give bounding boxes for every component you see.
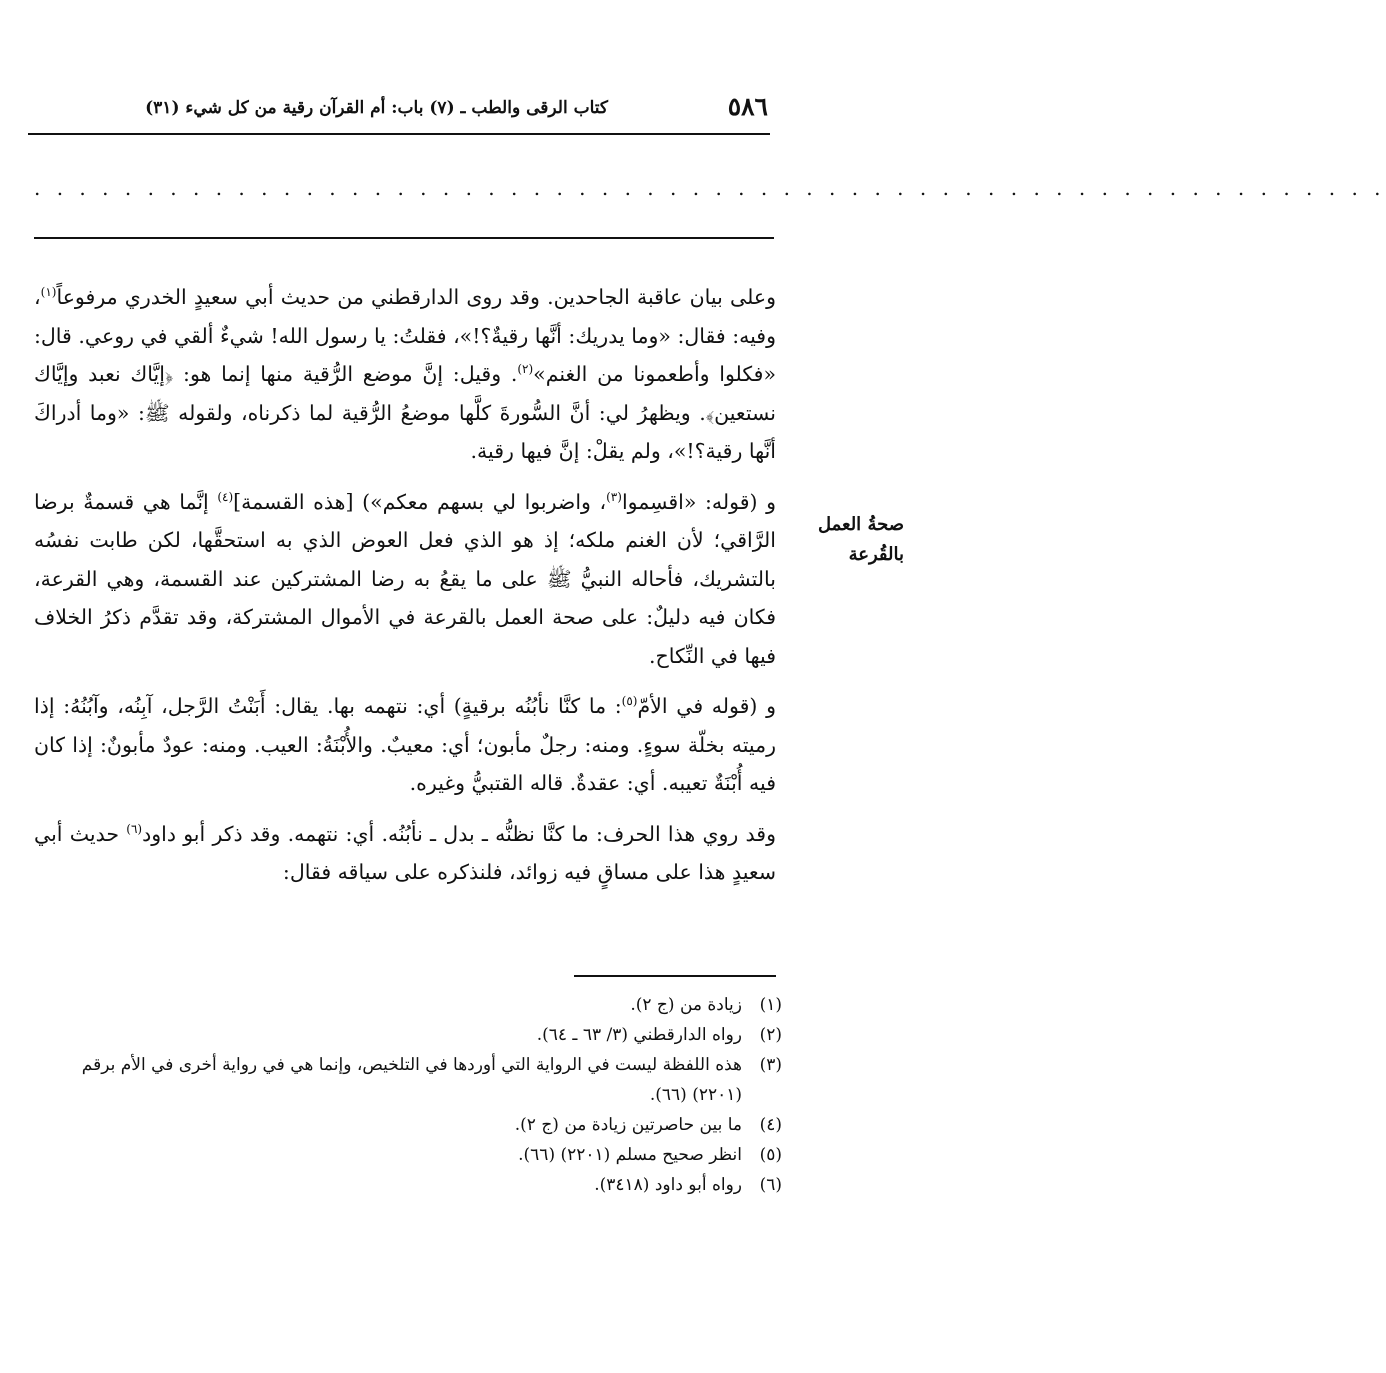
omitted-text-ellipsis: . . . . . . . . . . . . . . . . . . . . . . . . . . . . . . . . . . . . . . . . . . . . . . . . . . . . . . . . . . . . bbox=[34, 176, 1386, 200]
margin-note: صحةُ العمل بالقُرعة bbox=[817, 514, 904, 565]
paragraph: وعلى بيان عاقبة الجاحدين. وقد روى الدارقطني من حديث أبي سعيدٍ الخدري مرفوعاً$^{(١)}$، وفيه: فقال: «وما يدريك: أنَّها رقيةٌ؟!»، فقلتُ: يا رسول الله! شيءٌ ألقي في روعي. قال: «فكلوا وأطعمونا من الغنم»$^{(٢)}$. وقيل: إنَّ موضع الرُّقية منها إنما هو: ﴿إيَّاك نعبد وإيَّاك نستعين﴾. ويظهرُ لي: أنَّ السُّورةَ كلَّها موضعُ الرُّقية لما ذكرناه، ولقوله ﷺ: «وما أدراكَ أنَّها رقية؟!»، ولم يقلْ: إنَّ فيها رقية. bbox=[34, 285, 776, 463]
page-number: ٥٨٦ bbox=[727, 92, 768, 121]
footnote bbox=[30, 1140, 782, 1170]
paragraph: و (قوله: «اقسِموا$^{(٣)}$، واضربوا لي بسهم معكم») [هذه القسمة]$^{(٤)}$ إنَّما هي قسمةٌ برضا الرَّاقي؛ لأن الغنم ملكه؛ إذ هو الذي فعل العوض الذي به استحقَّها، لكن طابت نفسُه بالتشريك، فأحاله النبيُّ ﷺ على ما يقعُ به رضا المشتركين عند القسمة، وهي القرعة، فكان فيه دليلٌ: على صحة العمل بالقرعة في الأموال المشتركة، وقد تقدَّم ذكرُ الخلاف فيها في النِّكاح. bbox=[34, 489, 776, 668]
footnote bbox=[30, 990, 782, 1020]
footnote-number: (٤) bbox=[759, 1115, 782, 1135]
footnote bbox=[30, 1170, 782, 1200]
footnote-text: زيادة من (ج ٢). bbox=[630, 995, 742, 1015]
footnote bbox=[30, 1020, 782, 1050]
body-text bbox=[34, 278, 776, 904]
footnotes bbox=[30, 990, 782, 1200]
running-title: (٣١) كتاب الرقى والطب ـ (٧) باب: أم القرآن رقية من كل شيء bbox=[145, 98, 608, 118]
footnote-text: ما بين حاصرتين زيادة من (ج ٢). bbox=[514, 1115, 742, 1135]
paragraph: و (قوله في الأمّ$^{(٥)}$: ما كنَّا نأبُنُه برقيةٍ) أي: نتهمه بها. يقال: أَبَنْتُ الرَّجل، آبِنُه، وآبُنُهُ: إذا رميته بخلّة سوءٍ. ومنه: رجلٌ مأبون؛ أي: معيبٌ. والأُبْنَةُ: العيب. ومنه: عودٌ مأبونٌ: إذا كان فيه أُبْنَةٌ تعيبه. أي: عقدةٌ. قاله القتبيُّ وغيره. bbox=[34, 694, 776, 795]
footnote-number: (١) bbox=[759, 995, 782, 1015]
footnote-number: (٦) bbox=[759, 1175, 782, 1195]
footnote-number: (٢) bbox=[759, 1025, 782, 1045]
footnote bbox=[30, 1110, 782, 1140]
footnote-number: (٣) bbox=[759, 1055, 782, 1075]
separator-rule bbox=[34, 237, 774, 239]
header-rule bbox=[28, 133, 770, 135]
footnote-number: (٥) bbox=[759, 1145, 782, 1165]
footnote-text: انظر صحيح مسلم (٢٢٠١) (٦٦). bbox=[518, 1145, 742, 1165]
footnote-text: هذه اللفظة ليست في الرواية التي أوردها في التلخيص، وإنما هي في رواية أخرى في الأم برقم (٢٢٠١) (٦٦). bbox=[81, 1055, 742, 1105]
footnote-rule bbox=[574, 975, 776, 977]
page-header bbox=[28, 88, 768, 128]
footnote-text: رواه أبو داود (٣٤١٨). bbox=[594, 1175, 742, 1195]
footnote-text: رواه الدارقطني (٣/ ٦٣ ـ ٦٤). bbox=[536, 1025, 742, 1045]
paragraph: وقد روي هذا الحرف: ما كنَّا نظنُّه ـ بدل ـ نأبُنُه. أي: نتهمه. وقد ذكر أبو داود$^{(٦)}$ حديث أبي سعيدٍ هذا على مساقٍ فيه زوائد، فلنذكره على سياقه فقال: bbox=[34, 821, 776, 884]
footnote bbox=[30, 1050, 782, 1110]
